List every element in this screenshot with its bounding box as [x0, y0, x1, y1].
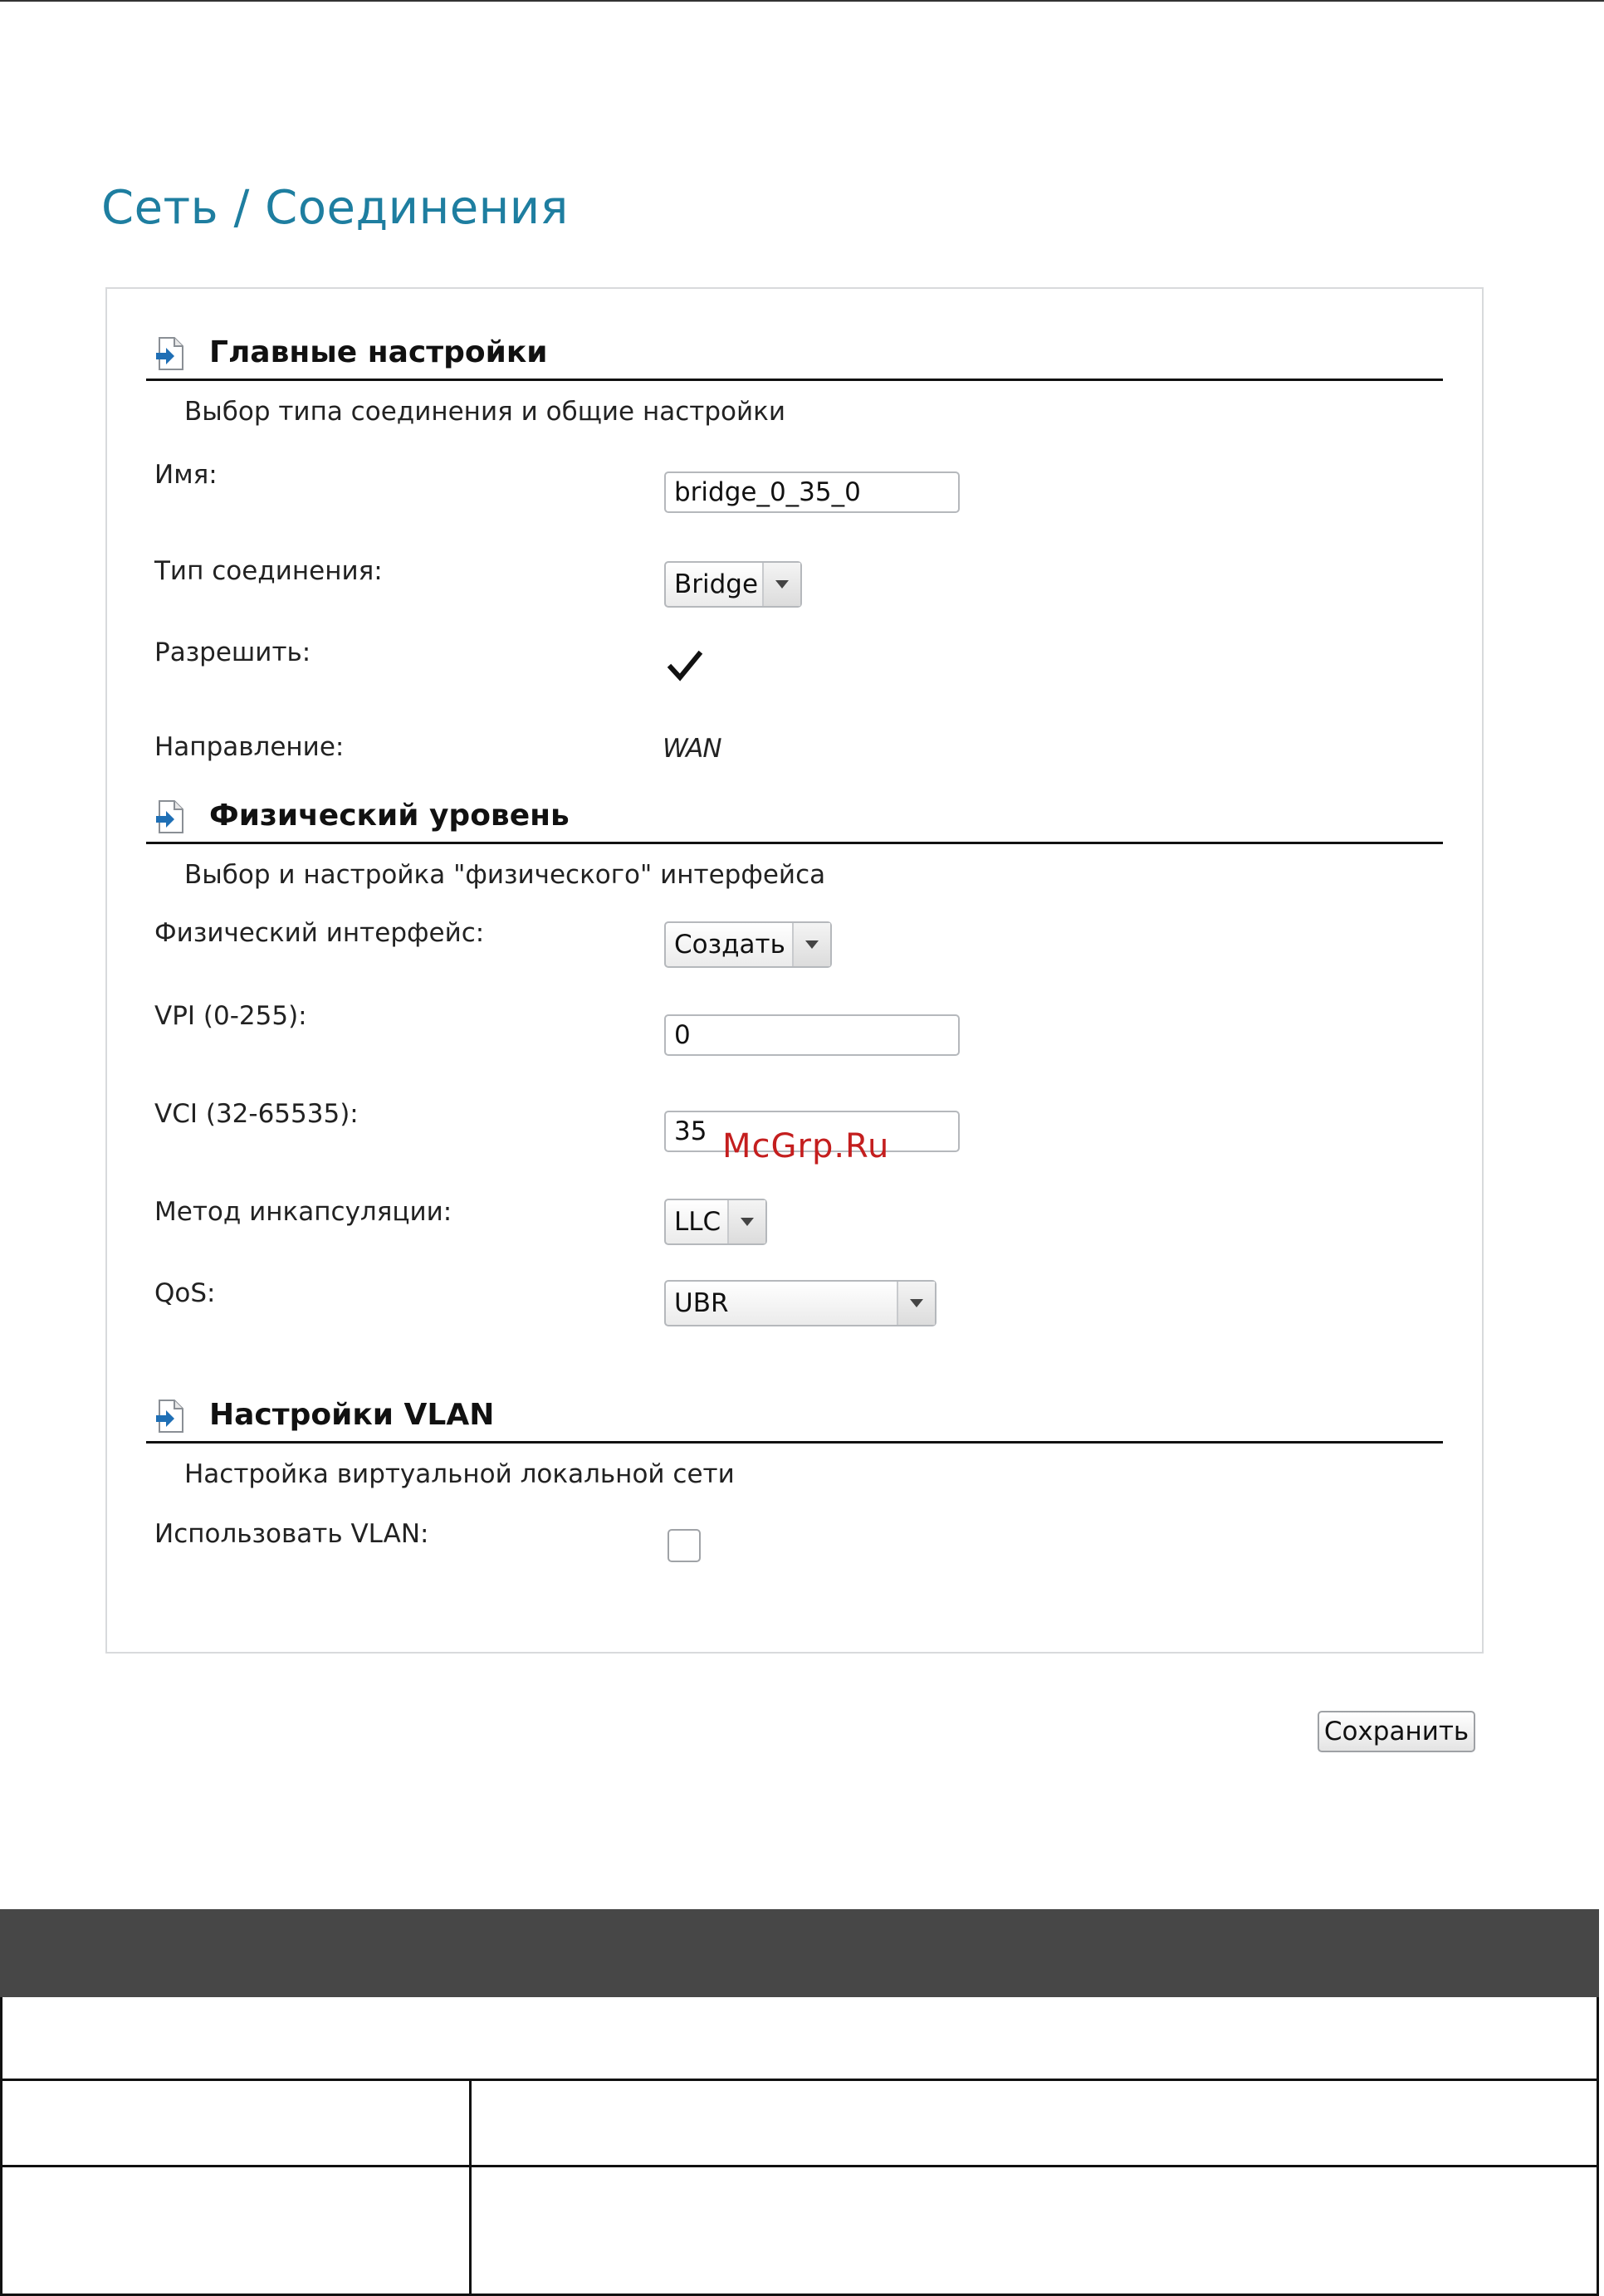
- name-label: Имя:: [154, 460, 218, 490]
- section-description-main: Выбор типа соединения и общие настройки: [184, 397, 785, 427]
- chevron-down-icon[interactable]: [762, 563, 800, 606]
- section-title-vlan: Настройки VLAN: [209, 1398, 495, 1432]
- use-vlan-checkbox[interactable]: [668, 1529, 701, 1562]
- save-button[interactable]: Сохранить: [1318, 1711, 1475, 1752]
- physical-interface-label: Физический интерфейс:: [154, 918, 485, 948]
- connection-type-label: Тип соединения:: [154, 556, 383, 586]
- vpi-input[interactable]: [664, 1014, 960, 1056]
- direction-label: Направление:: [154, 732, 345, 762]
- table-row-divider: [0, 2079, 1599, 2081]
- section-title-main: Главные настройки: [209, 335, 548, 369]
- checkmark-icon: [666, 647, 704, 686]
- section-divider: [146, 842, 1443, 844]
- section-description-vlan: Настройка виртуальной локальной сети: [184, 1459, 735, 1489]
- connection-type-value: Bridge: [674, 569, 759, 599]
- table-column-divider: [469, 2079, 472, 2296]
- section-title-physical: Физический уровень: [209, 799, 570, 833]
- connection-type-select[interactable]: [664, 561, 802, 608]
- section-divider: [146, 379, 1443, 381]
- enable-checkbox[interactable]: [666, 647, 704, 686]
- vpi-label: VPI (0-255):: [154, 1001, 307, 1031]
- table-border-right: [1597, 1997, 1599, 2296]
- page-title: Сеть / Соединения: [101, 181, 569, 235]
- page-arrow-icon: [156, 337, 184, 370]
- enable-label: Разрешить:: [154, 638, 311, 667]
- document-table: [0, 1997, 1599, 2296]
- encapsulation-label: Метод инкапсуляции:: [154, 1197, 452, 1227]
- physical-interface-select[interactable]: [664, 921, 832, 968]
- table-border-left: [0, 1997, 2, 2296]
- section-description-physical: Выбор и настройка "физического" интерфейса: [184, 860, 826, 890]
- encapsulation-value: LLC: [674, 1207, 721, 1237]
- vci-label: VCI (32-65535):: [154, 1099, 359, 1129]
- section-divider: [146, 1441, 1443, 1444]
- direction-value: WAN: [663, 734, 721, 764]
- qos-label: QoS:: [154, 1278, 216, 1308]
- watermark-text: McGrp.Ru: [722, 1127, 890, 1165]
- page-arrow-icon: [156, 800, 184, 833]
- qos-value: UBR: [674, 1288, 729, 1318]
- page-arrow-icon: [156, 1400, 184, 1433]
- chevron-down-icon[interactable]: [897, 1282, 935, 1325]
- physical-interface-value: Создать: [674, 930, 785, 960]
- use-vlan-label: Использовать VLAN:: [154, 1519, 429, 1549]
- encapsulation-select[interactable]: [664, 1199, 767, 1245]
- top-border-line: [0, 0, 1604, 2]
- name-input[interactable]: [664, 471, 960, 513]
- chevron-down-icon[interactable]: [792, 923, 830, 966]
- chevron-down-icon[interactable]: [727, 1200, 765, 1243]
- table-header-band: [0, 1909, 1599, 1997]
- qos-select[interactable]: [664, 1280, 936, 1326]
- table-row-divider: [0, 2165, 1599, 2167]
